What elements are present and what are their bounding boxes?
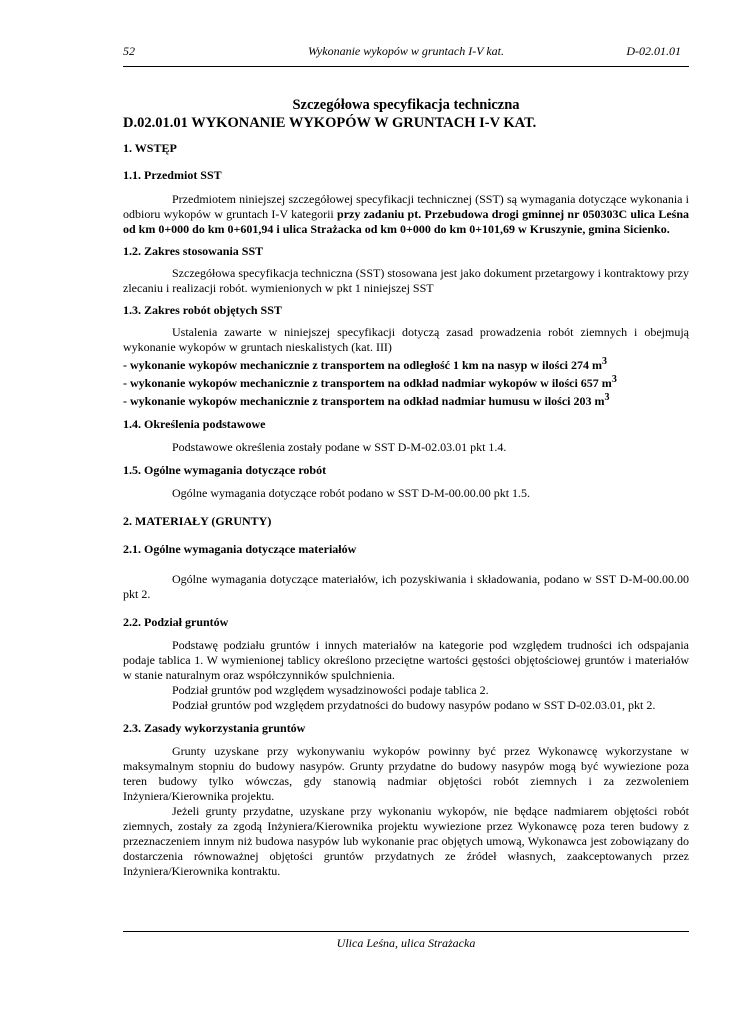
paragraph-2-2-b: Podział gruntów pod względem wysadzinowości podaje tablica 2. [172, 683, 489, 697]
section-heading-1-4: 1.4. Określenia podstawowe [123, 417, 266, 431]
section-heading-2: 2. MATERIAŁY (GRUNTY) [123, 514, 272, 528]
paragraph-2-3-b: Jeżeli grunty przydatne, uzyskane przy wykonaniu wykopów, nie będące nadmiarem objętości robót ziemnych, zostały za zgodą Inżyniera/Kierownika projektu wywiezione przez Wykonawcę poza teren budowy z przeznaczeniem innym niż budowa nasypów lub wykonanie prac objętych umową, Wykonawca jest zobowiązany do dostarczenia równoważnej objętości gruntów przydatnych ze źródeł własnych, zaakceptowanych przez Inżyniera/Kierownika kontraktu. [123, 804, 689, 878]
scope-item-3: - wykonanie wykopów mechanicznie z transportem na odkład nadmiar humusu w ilości 203 $m^3$ [123, 392, 610, 408]
section-heading-1-3: 1.3. Zakres robót objętych SST [123, 303, 282, 317]
header-title: Wykonanie wykopów w gruntach I-V kat. [308, 44, 504, 58]
paragraph-1-2: Szczegółowa specyfikacja techniczna (SST) stosowana jest jako dokument przetargowy i kontraktowy przy zlecaniu i realizacji robót. wymienionych w pkt 1 niniejszej SST [123, 266, 689, 295]
footer-rule [123, 931, 689, 932]
scope-item-2: - wykonanie wykopów mechanicznie z transportem na odkład nadmiar wykopów w ilości 657 $m^3$ [123, 374, 617, 390]
paragraph-1-1: Przedmiotem niniejszej szczegółowej specyfikacji technicznej (SST) są wymagania dotyczące wykonania i odbioru wykopów w gruntach I-V kategorii przy zadaniu pt. Przebudowa drogi gminnej nr 050303C ulica Leśna od km 0+000 do km 0+601,94 i ulica Strażacka od km 0+000 do km 0+101,69 w Kruszynie, gmina Sicienko. [123, 192, 689, 236]
section-heading-2-3: 2.3. Zasady wykorzystania gruntów [123, 721, 306, 735]
paragraph-2-3-a: Grunty uzyskane przy wykonywaniu wykopów powinny być przez Wykonawcę wykorzystane w maksymalnym stopniu do budowy nasypów. Grunty przydatne do budowy nasypów mogą być wywiezione poza teren budowy tylko wówczas, gdy stanowią nadmiar objętości robót ziemnych i za zezwoleniem Inżyniera/Kierownika projektu. [123, 744, 689, 803]
paragraph-2-2-c: Podział gruntów pod względem przydatności do budowy nasypów podano w SST D-02.03.01, pkt 2. [172, 698, 656, 712]
scope-item-1: - wykonanie wykopów mechanicznie z transportem na odległość 1 km na nasyp w ilości 274 $m^3$ [123, 356, 608, 372]
paragraph-2-1: Ogólne wymagania dotyczące materiałów, ich pozyskiwania i składowania, podano w SST D-M-00.00.00 pkt 2. [123, 572, 689, 601]
header-rule [123, 66, 689, 67]
paragraph-1-5: Ogólne wymagania dotyczące robót podano w SST D-M-00.00.00 pkt 1.5. [172, 486, 531, 500]
section-heading-1: 1. WSTĘP [123, 141, 177, 155]
header-code: D-02.01.01 [626, 44, 681, 58]
section-heading-1-1: 1.1. Przedmiot SST [123, 168, 222, 182]
page-header [123, 44, 689, 60]
document-body [123, 97, 689, 879]
paragraph-1-3: Ustalenia zawarte w niniejszej specyfikacji dotyczą zasad prowadzenia robót ziemnych i obejmują wykonanie wykopów w gruntach nieskalistych (kat. III) [123, 325, 689, 354]
section-heading-2-2: 2.2. Podział gruntów [123, 615, 229, 629]
section-heading-2-1: 2.1. Ogólne wymagania dotyczące materiałów [123, 542, 357, 556]
paragraph-1-4: Podstawowe określenia zostały podane w SST D-M-02.03.01 pkt 1.4. [172, 440, 507, 454]
document-subtitle: D.02.01.01 WYKONANIE WYKOPÓW W GRUNTACH I-V KAT. [123, 115, 537, 131]
paragraph-2-2-a: Podstawę podziału gruntów i innych materiałów na kategorie pod względem trudności ich odspajania podaje tablica 1. W wymienionej tablicy określono przeciętne wartości gęstości objętościowej gruntów i materiałów w stanie naturalnym oraz współczynników spulchnienia. [123, 638, 689, 682]
header-page-number: 52 [123, 44, 135, 58]
page-footer: Ulica Leśna, ulica Strażacka [336, 936, 476, 950]
section-heading-1-5: 1.5. Ogólne wymagania dotyczące robót [123, 463, 327, 477]
section-heading-1-2: 1.2. Zakres stosowania SST [123, 244, 264, 258]
document-title: Szczegółowa specyfikacja techniczna [292, 97, 520, 113]
